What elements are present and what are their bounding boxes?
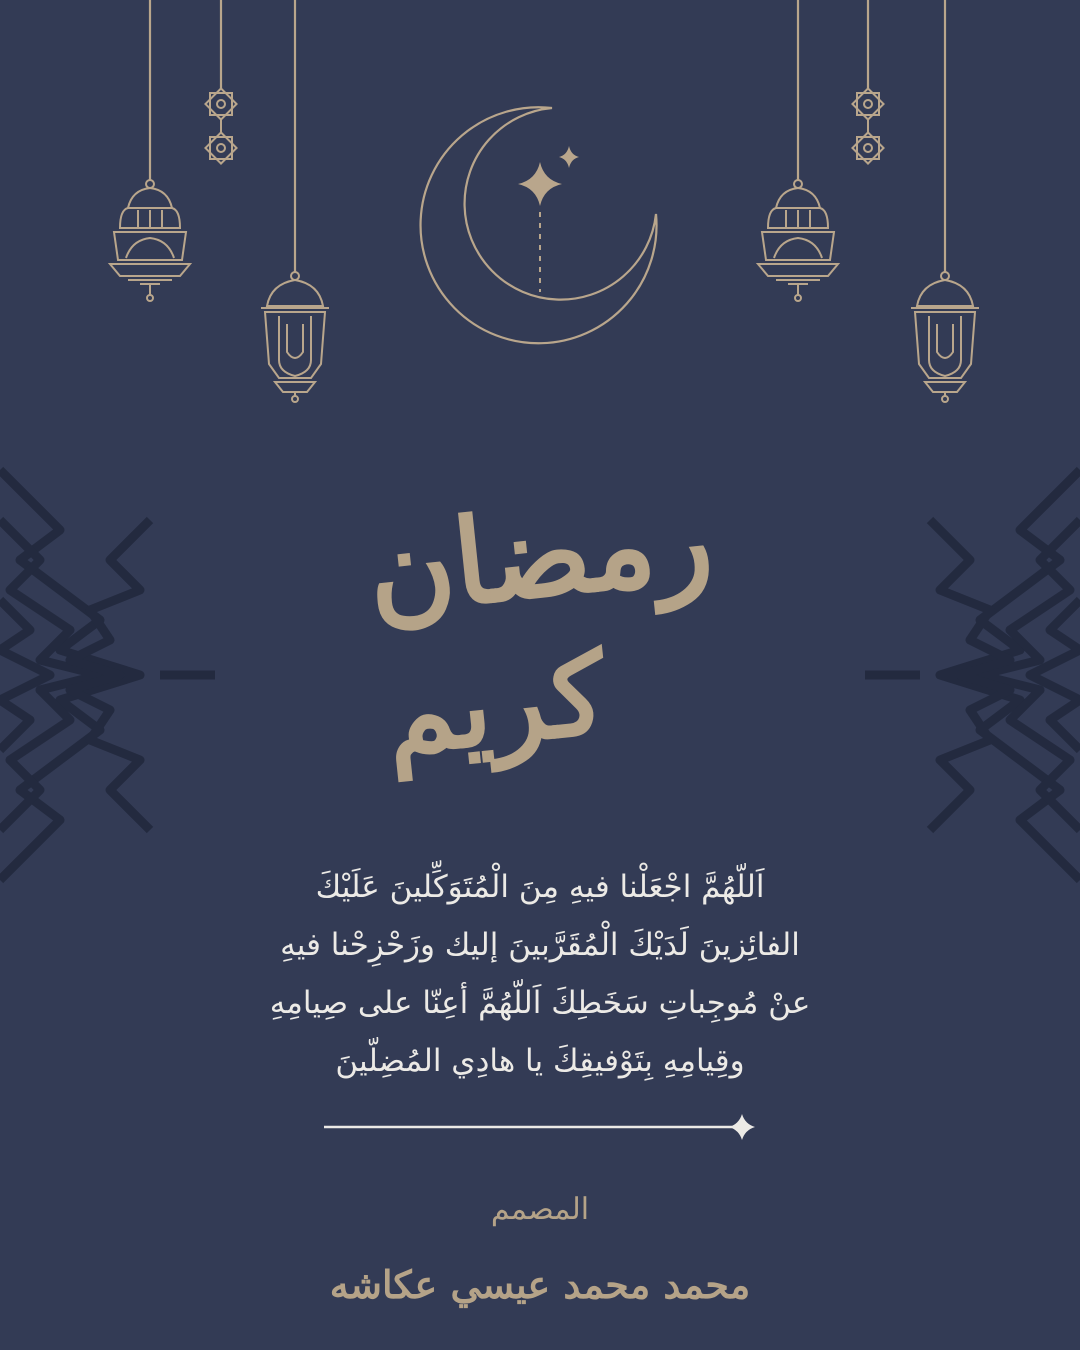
lantern-icon <box>758 180 838 301</box>
title-ramadan: رمضان <box>361 467 719 642</box>
designer-name: محمد محمد عيسي عكاشه <box>329 1262 751 1307</box>
sparkle-star-icon <box>729 1114 755 1140</box>
lantern-icon <box>911 272 979 402</box>
dua-line: اَللّهُمَّ اجْعَلْنا فيهِ مِنَ الْمُتَوَكِّلينَ عَلَيْكَ <box>315 869 765 905</box>
lantern-icon <box>110 180 190 301</box>
ramadan-kareem-title <box>240 440 840 820</box>
dua-line: الفائِزينَ لَدَيْكَ الْمُقَرَّبينَ إليك وزَحْزِحْنا فيهِ <box>280 927 800 963</box>
hanging-star-ornament-icon <box>852 88 883 163</box>
hanging-star-ornament-icon <box>205 88 236 163</box>
title-kareem: كريم <box>378 627 612 782</box>
dua-text <box>150 858 930 1090</box>
dua-line: وقِيامِهِ بِتَوْفيقِكَ يا هادِي المُضِلّينَ <box>335 1043 745 1079</box>
dua-line: عنْ مُوجِباتِ سَخَطِكَ اَللّهُمَّ أعِنّا على صِيامِهِ <box>269 985 811 1021</box>
crescent-moon-icon <box>421 107 657 343</box>
lantern-icon <box>261 272 329 402</box>
divider-line <box>324 1112 764 1142</box>
designer-label: المصمم <box>490 1192 590 1227</box>
sparkle-star-icon <box>518 146 579 206</box>
